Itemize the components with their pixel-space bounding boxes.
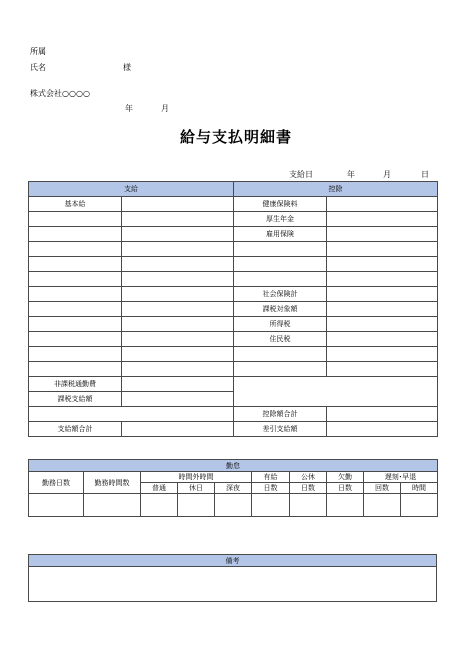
payment-item-label xyxy=(29,272,122,287)
payment-item-label xyxy=(29,242,122,257)
overtime-holiday-value[interactable] xyxy=(178,494,215,517)
work-hours-value[interactable] xyxy=(84,494,141,517)
deduction-item-value[interactable] xyxy=(327,197,438,212)
absence-label: 欠勤 xyxy=(327,472,364,483)
overtime-regular-value[interactable] xyxy=(141,494,178,517)
payment-item-label xyxy=(29,287,122,302)
payment-item-value[interactable] xyxy=(122,362,234,377)
payment-item-value[interactable] xyxy=(122,197,234,212)
honorific: 様 xyxy=(123,63,131,72)
deduction-item-label xyxy=(234,362,327,377)
deductions-header: 控除 xyxy=(234,182,438,197)
payment-deduction-table xyxy=(28,181,438,437)
payment-item-value[interactable] xyxy=(122,287,234,302)
deduction-item-label: 厚生年金 xyxy=(234,212,327,227)
payment-item-value[interactable] xyxy=(122,227,234,242)
public-holiday-days-label: 日数 xyxy=(290,483,327,494)
public-holiday-value[interactable] xyxy=(290,494,327,517)
payment-blank-row xyxy=(29,407,234,422)
deduction-item-label: 雇用保険 xyxy=(234,227,327,242)
deduction-item-label: 健康保険料 xyxy=(234,197,327,212)
year-label: 年 xyxy=(125,104,133,113)
absence-value[interactable] xyxy=(327,494,364,517)
taxable-amount-value[interactable] xyxy=(327,302,438,317)
social-insurance-total-value[interactable] xyxy=(327,287,438,302)
document-title: 給与支払明細書 xyxy=(180,128,293,146)
work-hours-label: 勤務時間数 xyxy=(84,472,141,494)
paid-leave-value[interactable] xyxy=(252,494,290,517)
attendance-header: 勤怠 xyxy=(29,460,438,472)
payment-item-value[interactable] xyxy=(122,332,234,347)
remarks-field[interactable] xyxy=(29,567,437,602)
deduction-item-label xyxy=(234,347,327,362)
payment-total-label: 支給額合計 xyxy=(29,422,122,437)
payment-item-value[interactable] xyxy=(122,242,234,257)
affiliation-label: 所属 xyxy=(30,47,46,56)
payment-item-label: 基本給 xyxy=(29,197,122,212)
overtime-label: 時間外時間 xyxy=(141,472,252,483)
deduction-item-value[interactable] xyxy=(327,227,438,242)
late-hours-label: 時間 xyxy=(401,483,438,494)
deduction-item-value[interactable] xyxy=(327,257,438,272)
paid-leave-label: 有給 xyxy=(252,472,290,483)
deduction-item-label xyxy=(234,242,327,257)
net-pay-value[interactable] xyxy=(327,422,438,437)
attendance-table xyxy=(28,459,438,517)
late-count-label: 回数 xyxy=(364,483,401,494)
paid-leave-days-label: 日数 xyxy=(252,483,290,494)
payment-item-value[interactable] xyxy=(122,347,234,362)
payment-item-value[interactable] xyxy=(122,302,234,317)
deduction-item-value[interactable] xyxy=(327,212,438,227)
payment-item-value[interactable] xyxy=(122,257,234,272)
payment-item-label xyxy=(29,302,122,317)
overtime-holiday-label: 休日 xyxy=(178,483,215,494)
deduction-item-label xyxy=(234,272,327,287)
deduction-item-value[interactable] xyxy=(327,347,438,362)
nontaxable-commute-label: 非課税通勤費 xyxy=(29,377,122,392)
taxable-payment-value[interactable] xyxy=(122,392,234,407)
name-label: 氏名 xyxy=(30,63,46,72)
deduction-blank-area xyxy=(234,377,438,407)
payment-item-value[interactable] xyxy=(122,212,234,227)
absence-days-label: 日数 xyxy=(327,483,364,494)
payment-item-label xyxy=(29,347,122,362)
overtime-night-label: 深夜 xyxy=(215,483,252,494)
public-holiday-label: 公休 xyxy=(290,472,327,483)
company-name: 株式会社○○○○ xyxy=(30,89,90,98)
work-days-label: 勤務日数 xyxy=(29,472,84,494)
income-tax-label: 所得税 xyxy=(234,317,327,332)
work-days-value[interactable] xyxy=(29,494,84,517)
payment-item-label xyxy=(29,362,122,377)
payment-item-value[interactable] xyxy=(122,272,234,287)
social-insurance-total-label: 社会保険計 xyxy=(234,287,327,302)
resident-tax-value[interactable] xyxy=(327,332,438,347)
late-early-label: 遅刻･早退 xyxy=(364,472,438,483)
remarks-table xyxy=(28,554,437,602)
payment-item-label xyxy=(29,317,122,332)
overtime-regular-label: 普通 xyxy=(141,483,178,494)
deduction-item-value[interactable] xyxy=(327,362,438,377)
payment-item-label xyxy=(29,227,122,242)
taxable-payment-label: 課税支給額 xyxy=(29,392,122,407)
payment-date-year: 年 xyxy=(347,170,355,179)
deduction-total-label: 控除額合計 xyxy=(234,407,327,422)
taxable-amount-label: 課税対象額 xyxy=(234,302,327,317)
overtime-night-value[interactable] xyxy=(215,494,252,517)
payment-date-label: 支給日 xyxy=(289,170,313,179)
deduction-item-value[interactable] xyxy=(327,272,438,287)
payment-item-label xyxy=(29,212,122,227)
month-label: 月 xyxy=(161,104,169,113)
nontaxable-commute-value[interactable] xyxy=(122,377,234,392)
deduction-total-value[interactable] xyxy=(327,407,438,422)
payment-total-value[interactable] xyxy=(122,422,234,437)
deduction-item-value[interactable] xyxy=(327,242,438,257)
late-hours-value[interactable] xyxy=(401,494,438,517)
resident-tax-label: 住民税 xyxy=(234,332,327,347)
payment-date-day: 日 xyxy=(421,170,429,179)
payment-item-label xyxy=(29,257,122,272)
payment-item-label xyxy=(29,332,122,347)
payment-date-month: 月 xyxy=(383,170,391,179)
late-count-value[interactable] xyxy=(364,494,401,517)
income-tax-value[interactable] xyxy=(327,317,438,332)
net-pay-label: 差引支給額 xyxy=(234,422,327,437)
deduction-item-label xyxy=(234,257,327,272)
payment-item-value[interactable] xyxy=(122,317,234,332)
remarks-header: 備考 xyxy=(29,555,437,567)
payments-header: 支給 xyxy=(29,182,234,197)
